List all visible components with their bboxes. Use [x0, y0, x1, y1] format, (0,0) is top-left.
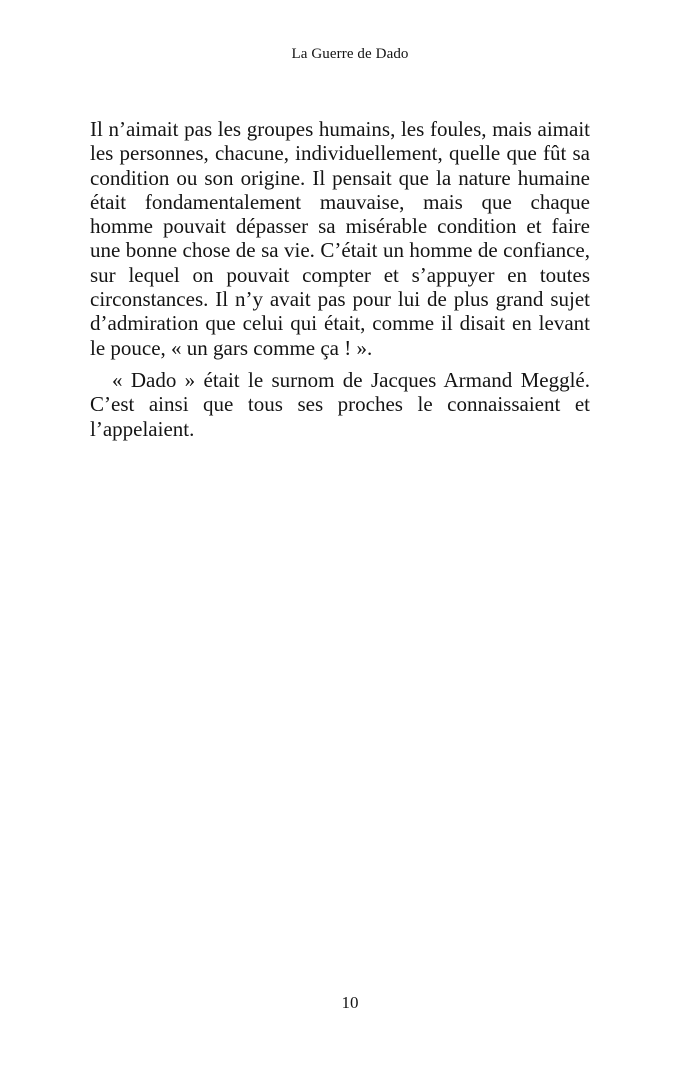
paragraph-2: « Dado » était le surnom de Jacques Armand Megglé. C’est ainsi que tous ses proches le connaissaient et l’appelaient. — [90, 367, 590, 441]
running-head: La Guerre de Dado — [291, 46, 409, 62]
body-text — [90, 117, 590, 441]
paragraph-1: Il n’aimait pas les groupes humains, les foules, mais aimait les personnes, chacune, individuellement, quelle que fût sa condition ou son origine. Il pensait que la nature humaine était fondamentalement mauvaise, mais que chaque homme pouvait dépasser sa misérable condition et faire une bonne chose de sa vie. C’était un homme de confiance, sur lequel on pouvait compter et s’appuyer en toutes circonstances. Il n’y avait pas pour lui de plus grand sujet d’admiration que celui qui était, comme il disait en levant le pouce, « un gars comme ça ! ». — [90, 117, 590, 360]
page-number: 10 — [341, 993, 359, 1012]
